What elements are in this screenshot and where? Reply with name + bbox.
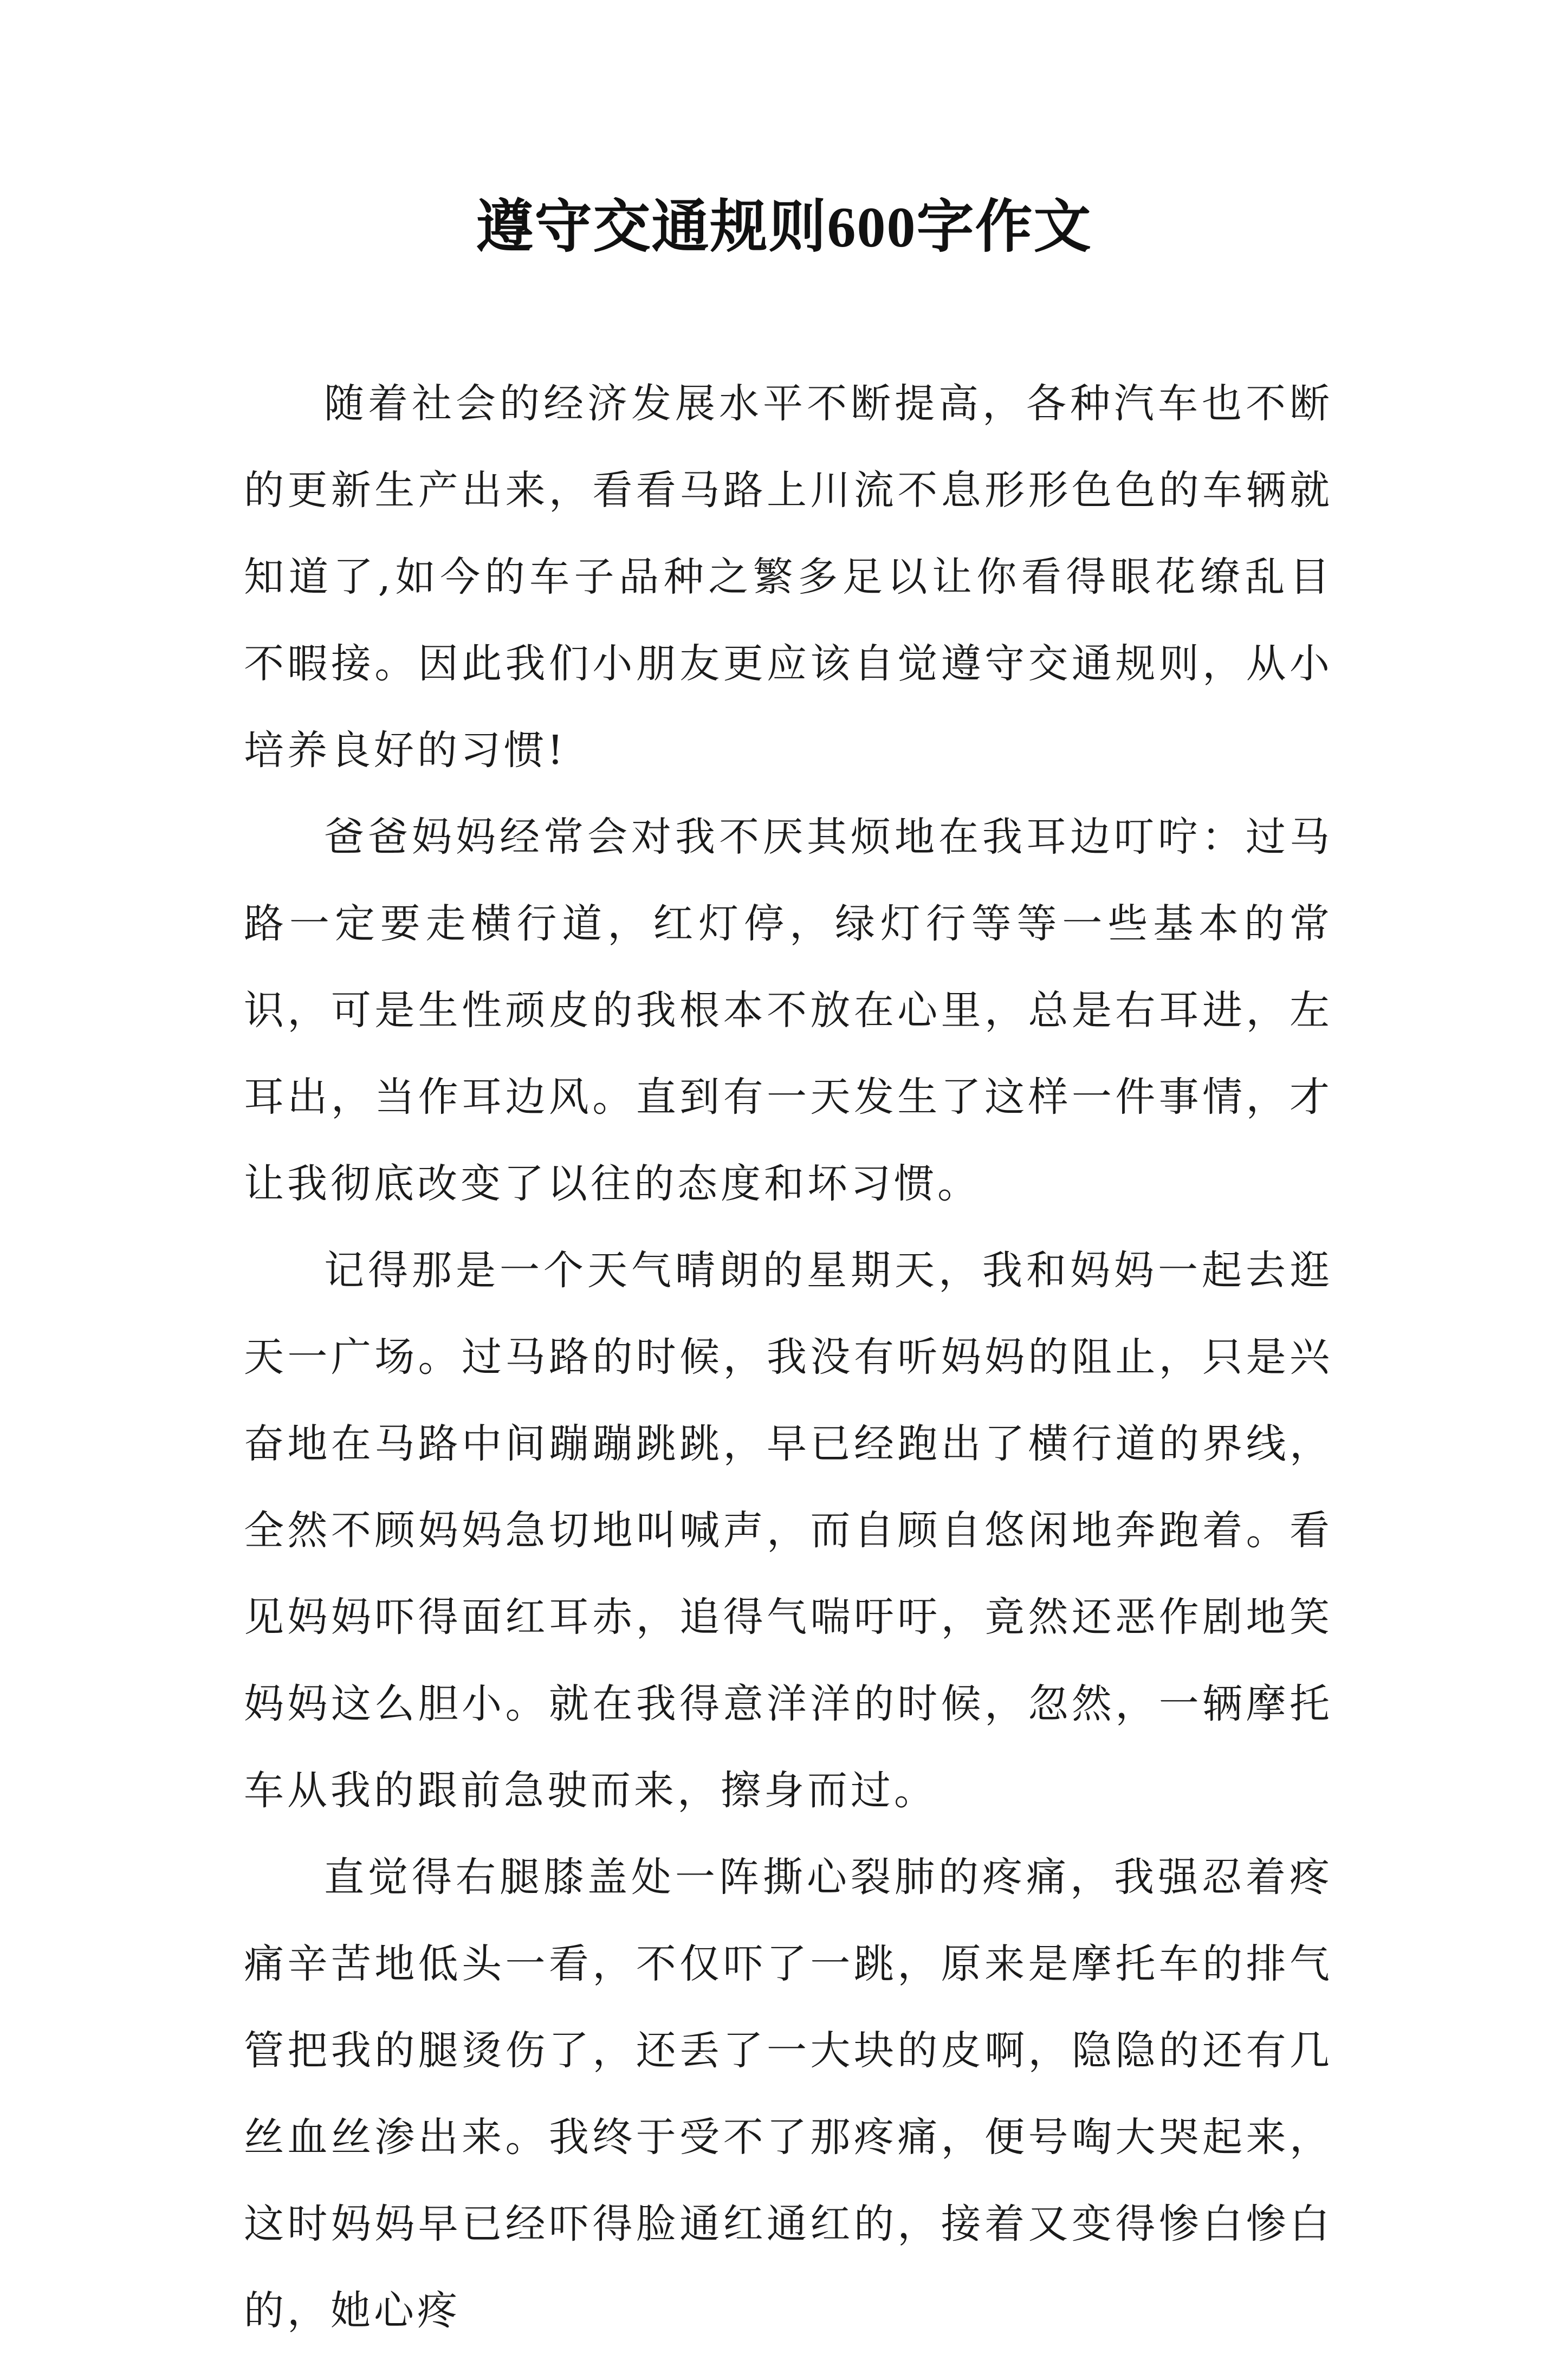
paragraph-3: 记得那是一个天气晴朗的星期天，我和妈妈一起去逛天一广场。过马路的时候，我没有听妈妈的阻止，只是兴奋地在马路中间蹦蹦跳跳，早已经跑出了横行道的界线，全然不顾妈妈急切地叫喊声，而自顾自悠闲地奔跑着。看见妈妈吓得面红耳赤，追得气喘吁吁，竟然还恶作剧地笑妈妈这么胆小。就在我得意洋洋的时候，忽然，一辆摩托车从我的跟前急驶而来，擦身而过。: [244, 1247, 1333, 1814]
paragraph-4: 直觉得右腿膝盖处一阵撕心裂肺的疼痛，我强忍着疼痛辛苦地低头一看，不仅吓了一跳，原来是摩托车的排气管把我的腿烫伤了，还丢了一大块的皮啊，隐隐的还有几丝血丝渗出来。我终于受不了那疼痛，便号啕大哭起来，这时妈妈早已经吓得脸通红通红的，接着又变得惨白惨白的，她心疼: [244, 1854, 1333, 2334]
paragraph-1: 随着社会的经济发展水平不断提高，各种汽车也不断的更新生产出来，看看马路上川流不息形形色色的车辆就知道了,如今的车子品种之繁多足以让你看得眼花缭乱目不暇接。因此我们小朋友更应该自觉遵守交通规则，从小培养良好的习惯!: [244, 380, 1333, 774]
essay-body: [244, 360, 1333, 2354]
paragraph-2: 爸爸妈妈经常会对我不厌其烦地在我耳边叮咛：过马路一定要走横行道，红灯停，绿灯行等等一些基本的常识，可是生性顽皮的我根本不放在心里，总是右耳进，左耳出，当作耳边风。直到有一天发生了这样一件事情，才让我彻底改变了以往的态度和坏习惯。: [244, 814, 1333, 1207]
page-title: 遵守交通规则600字作文: [476, 196, 1092, 259]
